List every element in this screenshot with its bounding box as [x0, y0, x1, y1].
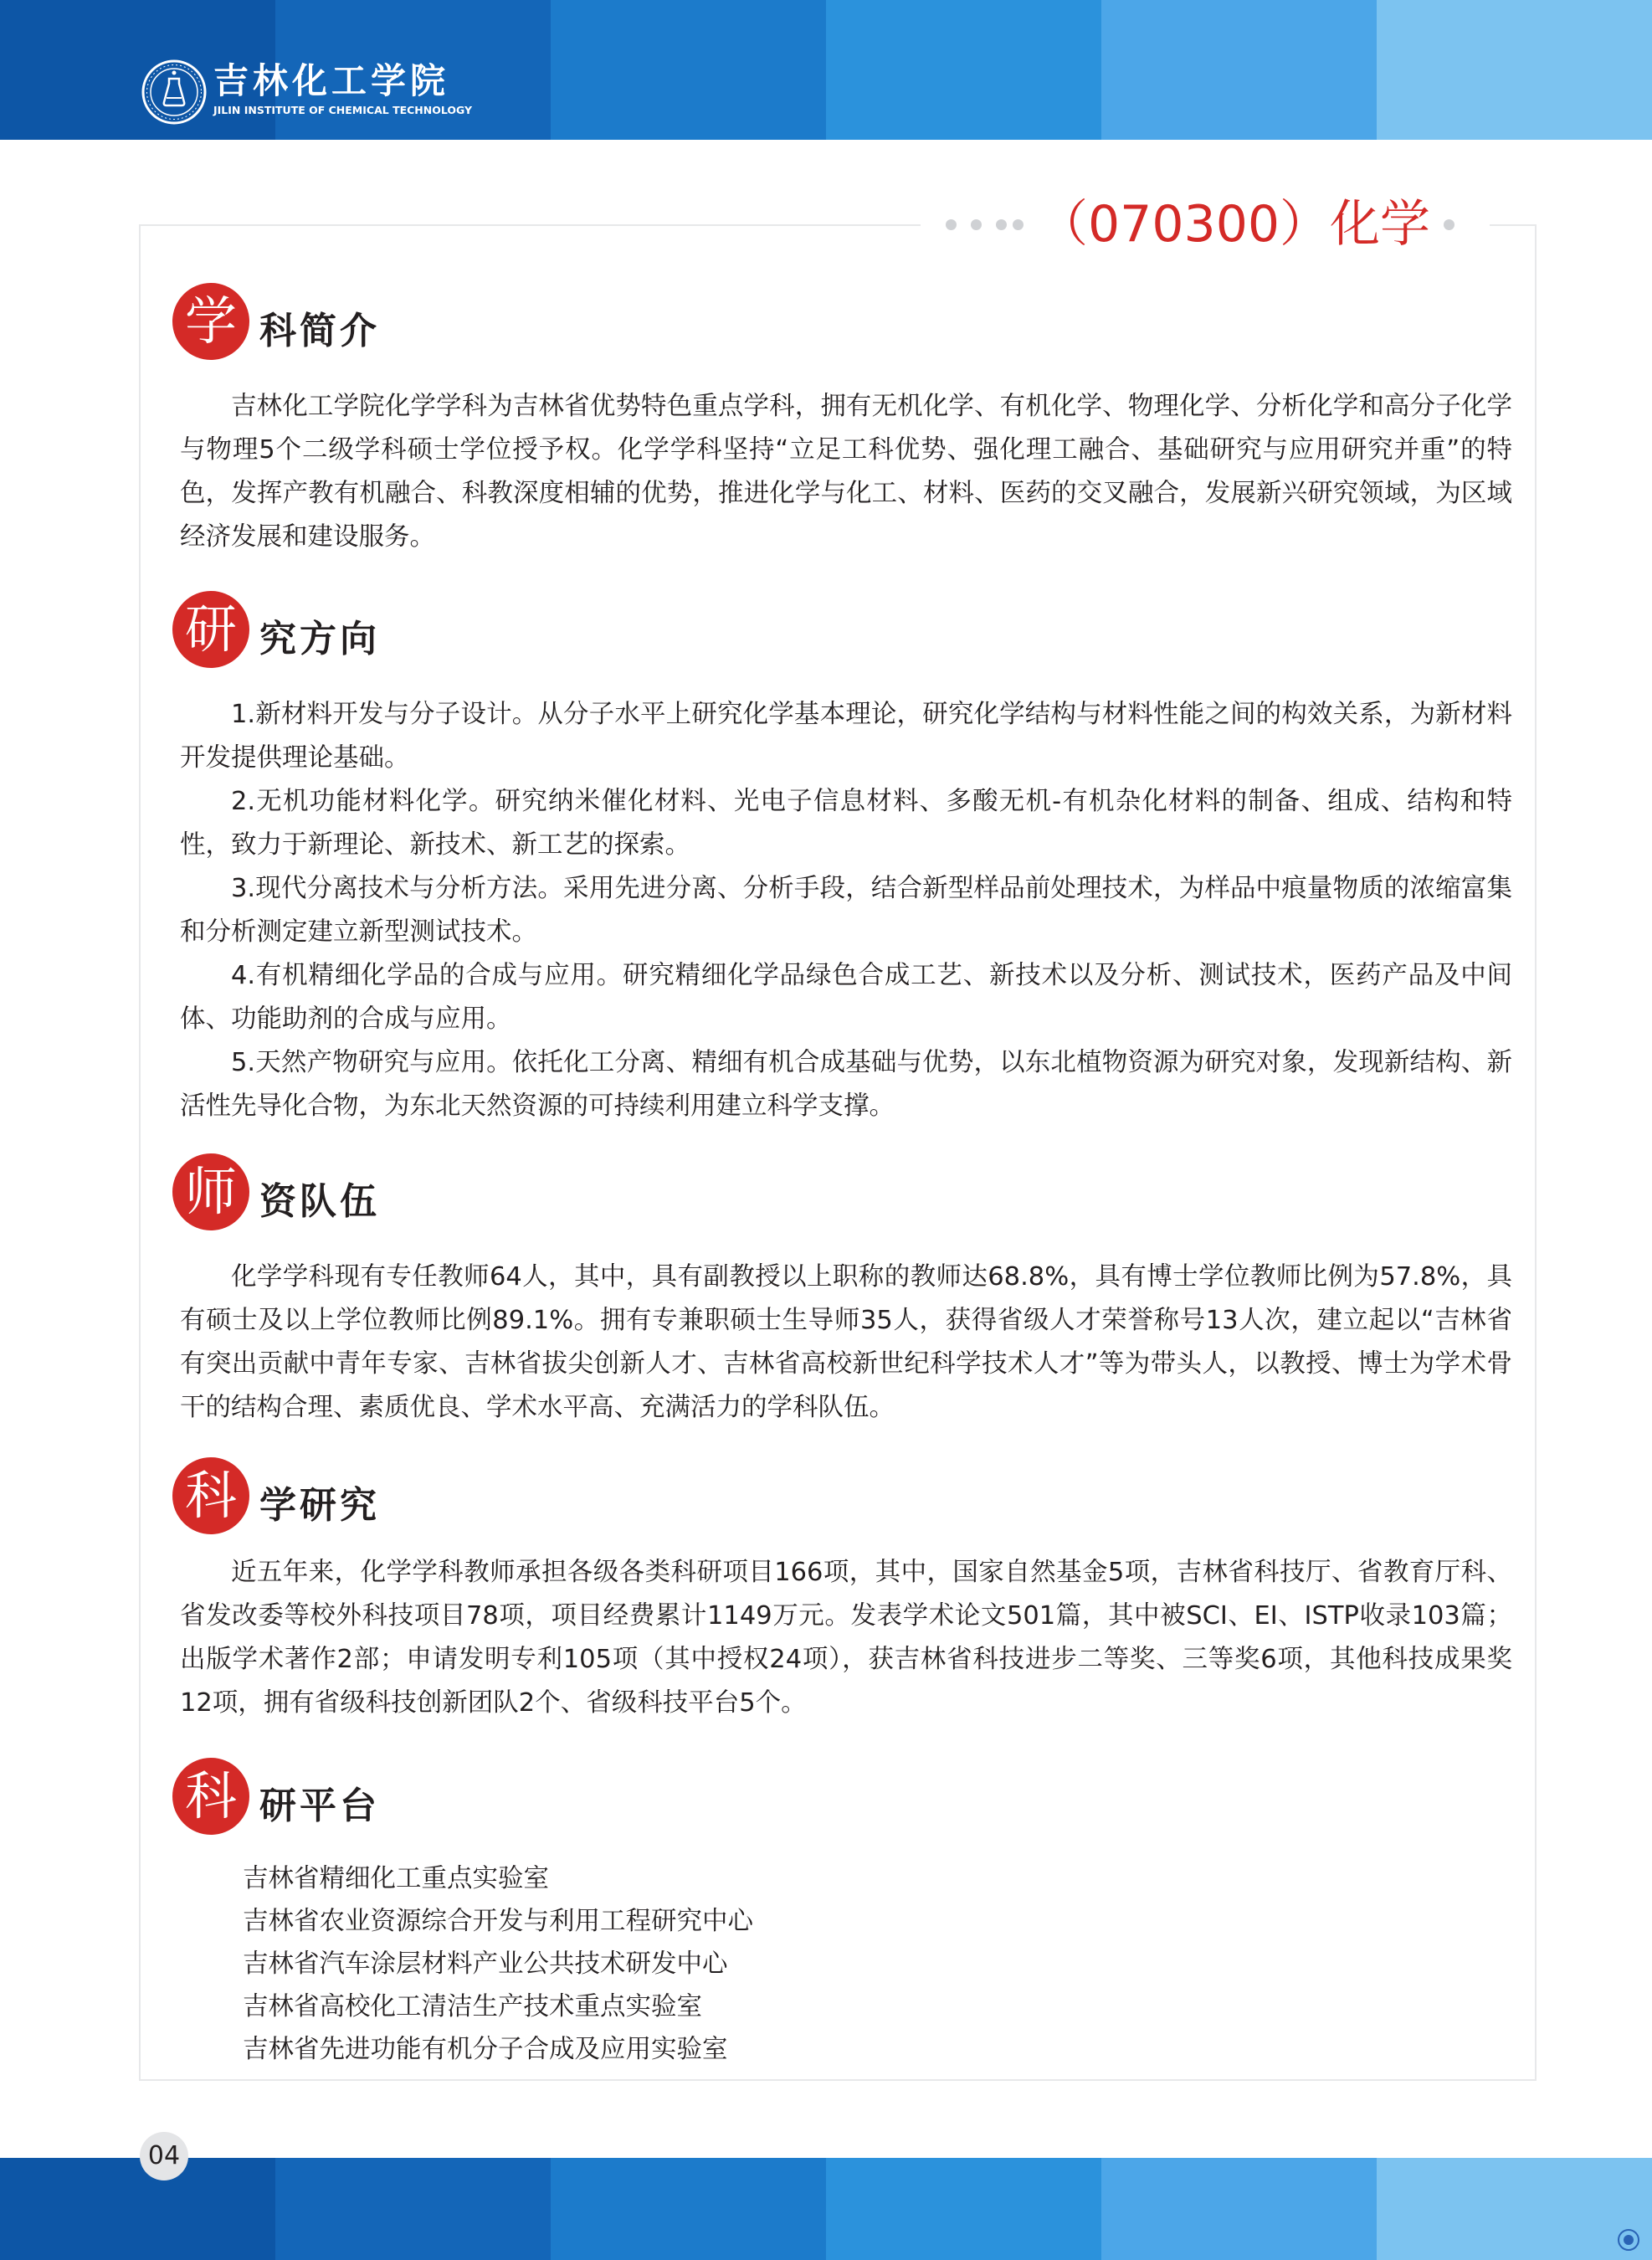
section-body-intro	[180, 385, 1512, 559]
list-item: 吉林省汽车涂层材料产业公共技术研发中心	[243, 1949, 728, 1979]
section-body-research	[180, 1551, 1512, 1725]
section-badge: 科	[172, 1758, 249, 1835]
decorative-dot	[1013, 219, 1024, 230]
page-title: （070300）化学	[1038, 195, 1431, 254]
paragraph: 2.无机功能材料化学。研究纳米催化材料、光电子信息材料、多酸无机-有机杂化材料的制备、组成、结构和特性，致力于新理论、新技术、新工艺的探索。	[180, 787, 1512, 860]
logo-chinese-name: 吉林化工学院	[213, 60, 450, 101]
platform-list	[243, 1857, 753, 2071]
paragraph: 吉林化工学院化学学科为吉林省优势特色重点学科，拥有无机化学、有机化学、物理化学、分析化学和高分子化学与物理5个二级学科硕士学位授予权。化学学科坚持“立足工科优势、强化理工融合、基础研究与应用研究并重”的特色，发挥产教有机融合、科教深度相辅的优势，推进化学与化工、材料、医药的交叉融合，发展新兴研究领域，为区域经济发展和建设服务。	[180, 392, 1512, 552]
section-title: 科简介	[259, 310, 380, 352]
section-badge: 学	[172, 283, 249, 360]
footer-stripe	[551, 2158, 826, 2260]
section-body-faculty	[180, 1256, 1512, 1430]
university-emblem-icon	[141, 59, 208, 126]
paragraph: 4.有机精细化学品的合成与应用。研究精细化学品绿色合成工艺、新技术以及分析、测试技术，医药产品及中间体、功能助剂的合成与应用。	[180, 961, 1512, 1034]
section-badge: 研	[172, 591, 249, 668]
decorative-dot	[996, 219, 1007, 230]
list-item: 吉林省高校化工清洁生产技术重点实验室	[243, 1992, 702, 2021]
decorative-dot	[971, 219, 982, 230]
logo-english-name: JILIN INSTITUTE OF CHEMICAL TECHNOLOGY	[213, 104, 473, 116]
section-badge: 科	[172, 1457, 249, 1534]
list-item: 吉林省农业资源综合开发与利用工程研究中心	[243, 1907, 753, 1936]
header-stripe	[1101, 0, 1377, 140]
footer-stripe	[0, 2158, 275, 2260]
footer-stripe	[826, 2158, 1101, 2260]
footer-stripe	[275, 2158, 551, 2260]
decorative-dot	[946, 219, 957, 230]
footer-band	[0, 2158, 1652, 2260]
page-number: 04	[140, 2132, 188, 2180]
paragraph: 近五年来，化学学科教师承担各级各类科研项目166项，其中，国家自然基金5项，吉林省科技厅、省教育厅科、省发改委等校外科技项目78项，项目经费累计1149万元。发表学术论文501篇，其中被SCI、EI、ISTP收录103篇；出版学术著作2部；申请发明专利105项（其中授权24项），获吉林省科技进步二等奖、三等奖6项，其他科技成果奖12项，拥有省级科技创新团队2个、省级科技平台5个。	[180, 1558, 1512, 1718]
footer-stripe	[1101, 2158, 1377, 2260]
section-badge: 师	[172, 1153, 249, 1230]
list-item: 吉林省先进功能有机分子合成及应用实验室	[243, 2035, 728, 2064]
section-body-research-directions	[180, 693, 1512, 1128]
section-title: 资队伍	[259, 1180, 380, 1223]
corner-emblem-icon	[1617, 2228, 1640, 2252]
header-stripe	[1377, 0, 1652, 140]
section-title: 究方向	[259, 618, 380, 660]
paragraph: 化学学科现有专任教师64人，其中，具有副教授以上职称的教师达68.8%，具有博士学位教师比例为57.8%，具有硕士及以上学位教师比例89.1%。拥有专兼职硕士生导师35人，获得省级人才荣誉称号13人次，建立起以“吉林省有突出贡献中青年专家、吉林省拔尖创新人才、吉林省高校新世纪科学技术人才”等为带头人，以教授、博士为学术骨干的结构合理、素质优良、学术水平高、充满活力的学科队伍。	[180, 1262, 1512, 1422]
paragraph: 5.天然产物研究与应用。依托化工分离、精细有机合成基础与优势，以东北植物资源为研究对象，发现新结构、新活性先导化合物，为东北天然资源的可持续利用建立科学支撑。	[180, 1048, 1512, 1121]
section-title: 学研究	[259, 1484, 380, 1527]
header-stripe	[826, 0, 1101, 140]
footer-stripe	[1377, 2158, 1652, 2260]
paragraph: 3.现代分离技术与分析方法。采用先进分离、分析手段，结合新型样品前处理技术，为样品中痕量物质的浓缩富集和分析测定建立新型测试技术。	[180, 874, 1512, 947]
section-title: 研平台	[259, 1785, 380, 1827]
list-item: 吉林省精细化工重点实验室	[243, 1864, 549, 1893]
header-stripe	[551, 0, 826, 140]
decorative-dot	[1444, 219, 1454, 230]
paragraph: 1.新材料开发与分子设计。从分子水平上研究化学基本理论，研究化学结构与材料性能之间的构效关系，为新材料开发提供理论基础。	[180, 700, 1512, 773]
